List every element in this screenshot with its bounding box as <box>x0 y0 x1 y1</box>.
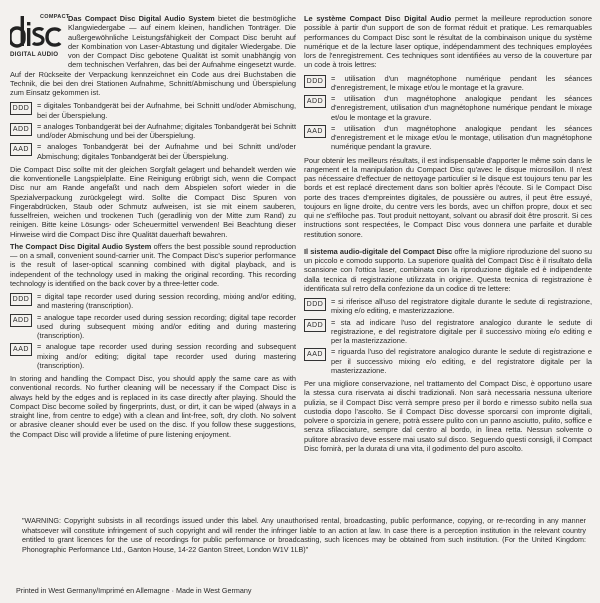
code-badge: AAD <box>304 348 326 361</box>
code-badge: AAD <box>10 343 32 356</box>
fr-care: Pour obtenir les meilleurs résultats, il est indispensable d'apporter le même soin dans le rangement et la manipulation du Compact Disc qu'avec le disque microsillon. Il n'est pas nécessaire d'effectuer de nettoyage particulier si le disque est toujours tenu par les bords et est replacé directement dans son boîtier après l'écoute. Si le Compact Disc porte des traces d'empreintes digitales, de poussière ou autres, il peut être essuyé, toujours en ligne droite, du centre vers les bords, avec un chiffon propre, doux et sec qui ne s'effiloche pas. Tout produit nettoyant, solvant ou abrasif doit être proscrit. Si ces instructions sont respectées, le Compact Disc vous donnera une parfaite et durable restitution sonore. <box>304 155 592 239</box>
code-desc: = si riferisce all'uso del registratore digitale durante le sedute di registrazione, mixing e/o editing, e masterizzazione. <box>331 297 592 316</box>
code-desc: = sta ad indicare l'uso del registratore analogico durante le sedute di registrazione, e del registratore digitale per il successivo mixing e/o editing e per la masterizzazione. <box>331 317 592 345</box>
code-row <box>10 292 296 311</box>
code-desc: = digitales Tonbandgerät bei der Aufnahme, bei Schnitt und/oder Abmischung, bei der Überspielung. <box>37 101 296 120</box>
code-row <box>304 297 592 316</box>
code-badge: ADD <box>304 95 326 108</box>
logo-digital-audio-text: DIGITAL AUDIO <box>10 51 59 58</box>
code-row <box>10 342 296 370</box>
code-badge: DDD <box>304 298 326 311</box>
code-desc: = analogue tape recorder used during session recording and subsequent mixing and/or editing; digital tape recorder used during mastering (transcription). <box>37 342 296 370</box>
code-badge: AAD <box>10 143 32 156</box>
copyright-warning: "WARNING: Copyright subsists in all recordings issued under this label. Any unauthorised rental, broadcasting, public performance, copying, or re-recording in any manner whatsoever will constitute infringement of such copyright and will render the infringer liable to an action at law. In case there is a perception institution in the relevant country entitled to grant licences for the use of recordings for public performance or broadcasting, such licences may be obtained from such institution. (For the United Kingdom: Phonographic Performance Ltd., Ganton House, 14-22 Ganton Street, London W1V 1LB)" <box>22 516 586 554</box>
code-desc: = analoges Tonbandgerät bei der Aufnahme; digitales Tonbandgerät bei Schnitt und/oder Abmischung und bei der Überspielung. <box>37 121 296 140</box>
it-heading: Il sistema audio-digitale del Compact Disc <box>304 246 453 256</box>
compact-disc-logo <box>10 14 70 60</box>
code-desc: = analoges Tonbandgerät bei der Aufnahme und bei Schnitt und/oder Abmischung; digitales Tonbandgerät bei der Überspielung. <box>37 142 296 161</box>
it-intro: Il sistema audio-digitale del Compact Disc offre la migliore riproduzione del suono su un piccolo e comodo supporto. La superiore qualità del Compact Disc è il risultato della scansione con l'ottica laser, combinata con la riproduzione digitale ed è indipendente dalla tecnica di registrazione utilizzata in origine. Questa tecnica di registrazione è identificata sul retro della confezione da un codice di tre lettere: <box>304 246 592 293</box>
code-row <box>10 313 296 341</box>
code-row <box>304 124 592 152</box>
code-row <box>304 74 592 93</box>
code-row <box>304 318 592 346</box>
code-desc: = utilisation d'un magnétophone analogique pendant les séances d'enregistrement et le mixage et/ou le montage, utilisation d'un magnétophone numérique pendant la gravure. <box>331 123 592 152</box>
code-desc: = utilisation d'un magnétophone analogique pendant les séances d'enregistrement, utilisation d'un magnétophone numérique pendant le mixage et/ou le montage et la gravure. <box>331 94 592 122</box>
code-row <box>10 122 296 141</box>
en-heading: The Compact Disc Digital Audio System <box>10 241 152 251</box>
de-heading: Das Compact Disc Digital Audio System <box>68 14 215 23</box>
fr-heading: Le système Compact Disc Digital Audio <box>304 14 452 23</box>
en-code-list <box>10 292 296 370</box>
code-badge: ADD <box>10 314 32 327</box>
en-care: In storing and handling the Compact Disc, you should apply the same care as with conventional records. No further cleaning will be necessary if the Compact Disc is always held by the edges and is replaced in its case directly after playing. Should the Compact Disc become soiled by fingerprints, dust, or dirt, it can be wiped (always in a straight line, from centre to edge) with a clean and lint-free, soft, dry cloth. No solvent or abrasive cleaner should ever be used on the disc. If you follow these suggestions, the Compact Disc will provide a lifetime of pure listening enjoyment. <box>10 374 296 439</box>
code-badge: ADD <box>10 123 32 136</box>
code-badge: DDD <box>10 102 32 115</box>
it-code-list <box>304 297 592 375</box>
code-row <box>10 142 296 161</box>
code-badge: DDD <box>10 293 32 306</box>
en-intro: The Compact Disc Digital Audio System offers the best possible sound reproduction — on a small, convenient sound-carrier unit. The Compact Disc's superior performance is the result of laser-optical scanning combined with digital playback, and is independent of the technology used in making the original recording. This recording technology is identified on the back cover by a three-letter code. <box>10 241 296 288</box>
code-row <box>304 347 592 375</box>
left-column <box>10 14 296 442</box>
code-badge: ADD <box>304 319 326 332</box>
printed-in-line: Printed in West Germany/Imprimé en Allemagne · Made in West Germany <box>16 586 252 595</box>
code-desc: = utilisation d'un magnétophone numérique pendant les séances d'enregistrement, le mixage et/ou le montage et la gravure. <box>331 73 592 92</box>
code-badge: AAD <box>304 125 326 138</box>
right-column <box>304 14 592 456</box>
code-row <box>304 94 592 122</box>
de-care: Die Compact Disc sollte mit der gleichen Sorgfalt gelagert und behandelt werden wie die konventionelle Langspielplatte. Eine Reinigung erübrigt sich, wenn die Compact Disc nur am Rande angefaßt und nach dem Abspielen sofort wieder in die Spezialverpackung zurückgelegt wird. Sollte die Compact Disc Spuren von Fingerabdrücken, Staub oder Schmutz aufweisen, ist sie mit einem sauberen, fusselfreien, weichen und trockenen Tuch (geradlinig von der Mitte zum Rand) zu reinigen. Bitte keine Lösungs- oder Scheuermittel verwenden! Bei Beachtung dieser Hinweise wird die Compact Disc ihre Qualität dauerhaft bewahren. <box>10 164 296 239</box>
logo-compact-text: COMPACT <box>40 14 70 20</box>
code-desc: = digital tape recorder used during session recording, mixing and/or editing, and mastering (transcription). <box>37 292 296 311</box>
fr-intro: Le système Compact Disc Digital Audio permet la meilleure reproduction sonore possible à partir d'un support de son de format réduit et pratique. Les remarquables performances du Compact Disc sont le résultat de la combinaison unique du système numérique et de la lecture laser optique, indépendamment des techniques employées lors de l'enregistrement. Ces techniques sont identifiées au verso de la couverture par un code à trois lettres: <box>304 14 593 70</box>
it-care: Per una migliore conservazione, nel trattamento del Compact Disc, è opportuno usare la stessa cura riservata ai dischi tradizionali. Non sarà necessaria nessuna ulteriore pulizia, se il Compact Disc verrà sempre preso per il bordo e rimesso subito nella sua custodia dopo l'ascolto. Se il Compact Disc dovesse sporcarsi con impronte digitali, polvere o sporcizia in genere, potrà essere pulito con un panno asciutto, pulito, soffice e senza sfilacciature, sempre dal centro al bordo, in linea retta. Nessun solvente o pulitore abrasivo deve essere mai usato sul disco. Seguendo questi consigli, il Compact Disc fornirà, per la durata di una vita, il godimento del puro ascolto. <box>304 379 592 453</box>
de-intro: Das Compact Disc Digital Audio System bietet die bestmögliche Klangwiedergabe — auf einem kleinen, handlichen Tonträger. Die außergewöhnliche Leistungsfähigkeit der Compact Disc beruht auf der Kombination von Laser-Abtastung und digitaler Wiedergabe. Die von der Compact Disc gebotene Qualität ist somit unabhängig von dem technischen Verfahren, das bei der Aufnahme eingesetzt wurde. Auf der Rückseite der Verpackung kennzeichnet ein Code aus drei Buchstaben die Technik, die bei den drei Stationen Aufnahme, Schnitt/Abmischung und Überspielung zum Einsatz gekommen ist. <box>10 14 296 97</box>
de-code-list <box>10 101 296 161</box>
code-desc: = riguarda l'uso del registratore analogico durante le sedute di registrazione e per il successivo mixing e/o editing, e del registratore digitale per la masterizzazione. <box>331 347 592 375</box>
code-desc: = analogue tape recorder used during session recording; digital tape recorder used during subsequent mixing and/or editing and during mastering (transcription). <box>37 312 296 340</box>
fr-code-list <box>304 74 592 152</box>
code-row <box>10 101 296 120</box>
code-badge: DDD <box>304 75 326 88</box>
